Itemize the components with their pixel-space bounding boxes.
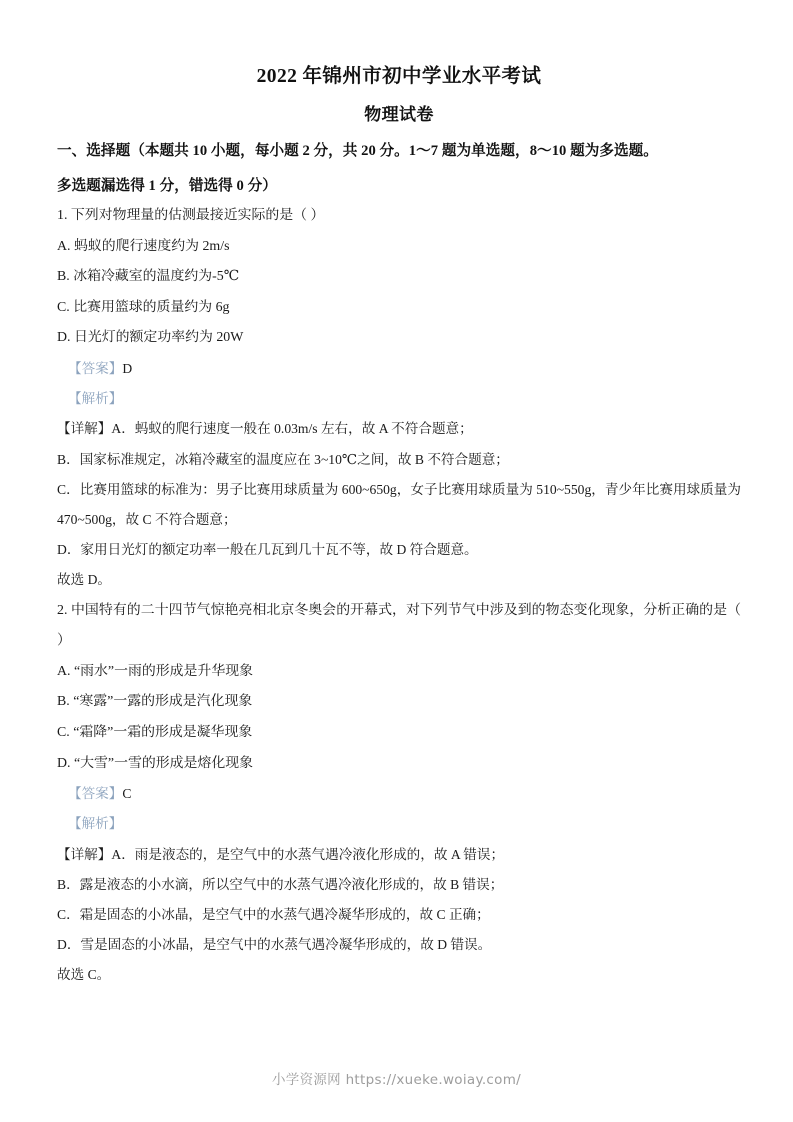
site-watermark: 小学资源网 https://xueke.woiay.com/ xyxy=(271,1072,522,1088)
answer-line xyxy=(57,779,741,809)
answer-label: 【答案】 xyxy=(68,786,123,802)
question-option[interactable]: B. 冰箱冷藏室的温度约为-5℃ xyxy=(57,269,240,285)
question-option[interactable]: D. 日光灯的额定功率约为 20W xyxy=(57,330,244,346)
question-option[interactable]: C. 比赛用篮球的质量约为 6g xyxy=(57,299,230,315)
analysis-detail: C．霜是固态的小冰晶，是空气中的水蒸气遇冷凝华形成的，故 C 正确； xyxy=(57,906,490,922)
analysis-detail: B．露是液态的小水滴，所以空气中的水蒸气遇冷液化形成的，故 B 错误； xyxy=(57,876,504,892)
question-stem: 1. 下列对物理量的估测最接近实际的是（ ） xyxy=(57,208,325,223)
analysis-detail: D．家用日光灯的额定功率一般在几瓦到几十瓦不等，故 D 符合题意。 xyxy=(57,542,478,558)
answer-label: 【答案】 xyxy=(68,360,123,376)
analysis-conclusion: 故选 D。 xyxy=(57,572,111,588)
analysis-detail: 【详解】A．蚂蚁的爬行速度一般在 0.03m/s 左右，故 A 不符合题意； xyxy=(57,421,473,437)
analysis-detail: D．雪是固态的小冰晶，是空气中的水蒸气遇冷凝华形成的，故 D 错误。 xyxy=(57,937,492,953)
analysis-detail: B．国家标准规定，冰箱冷藏室的温度应在 3~10℃之间，故 B 不符合题意； xyxy=(57,451,509,467)
analysis-label: 【解析】 xyxy=(68,391,123,407)
answer-line xyxy=(57,354,741,384)
section-heading-line-2: 多选题漏选得 1 分，错选得 0 分） xyxy=(57,177,277,194)
question-option[interactable]: A. “雨水”一雨的形成是升华现象 xyxy=(57,663,253,679)
section-heading-line-1: 一、选择题（本题共 10 小题，每小题 2 分，共 20 分。1～7 题为单选题，8～10 题为多选题。 xyxy=(57,143,658,159)
document-subtitle: 物理试卷 xyxy=(364,105,434,124)
analysis-detail: C．比赛用篮球的标准为：男子比赛用球质量为 600~650g，女子比赛用球质量为 510~550g，青少年比赛用球质量为 470~500g，故 C 不符合题意； xyxy=(57,481,741,527)
document-content xyxy=(57,62,741,991)
question-stem: 2. 中国特有的二十四节气惊艳亮相北京冬奥会的开幕式，对下列节气中涉及到的物态变化现象，分析正确的是（ ） xyxy=(57,602,741,649)
analysis-conclusion: 故选 C。 xyxy=(57,967,111,983)
analysis-detail: 【详解】A．雨是液态的，是空气中的水蒸气遇冷液化形成的，故 A 错误； xyxy=(57,846,505,862)
document-title: 2022 年锦州市初中学业水平考试 xyxy=(256,66,542,87)
question-option[interactable]: C. “霜降”一霜的形成是凝华现象 xyxy=(57,724,253,740)
analysis-line xyxy=(57,384,741,414)
question-option[interactable]: B. “寒露”一露的形成是汽化现象 xyxy=(57,694,253,710)
question-option[interactable]: D. “大雪”一雪的形成是熔化现象 xyxy=(57,755,253,771)
answer-value: C xyxy=(122,786,132,802)
analysis-line xyxy=(57,809,741,839)
analysis-label: 【解析】 xyxy=(68,816,123,832)
question-block xyxy=(57,596,741,991)
question-option[interactable]: A. 蚂蚁的爬行速度约为 2m/s xyxy=(57,238,230,254)
question-block xyxy=(57,201,741,596)
answer-value: D xyxy=(122,360,133,376)
